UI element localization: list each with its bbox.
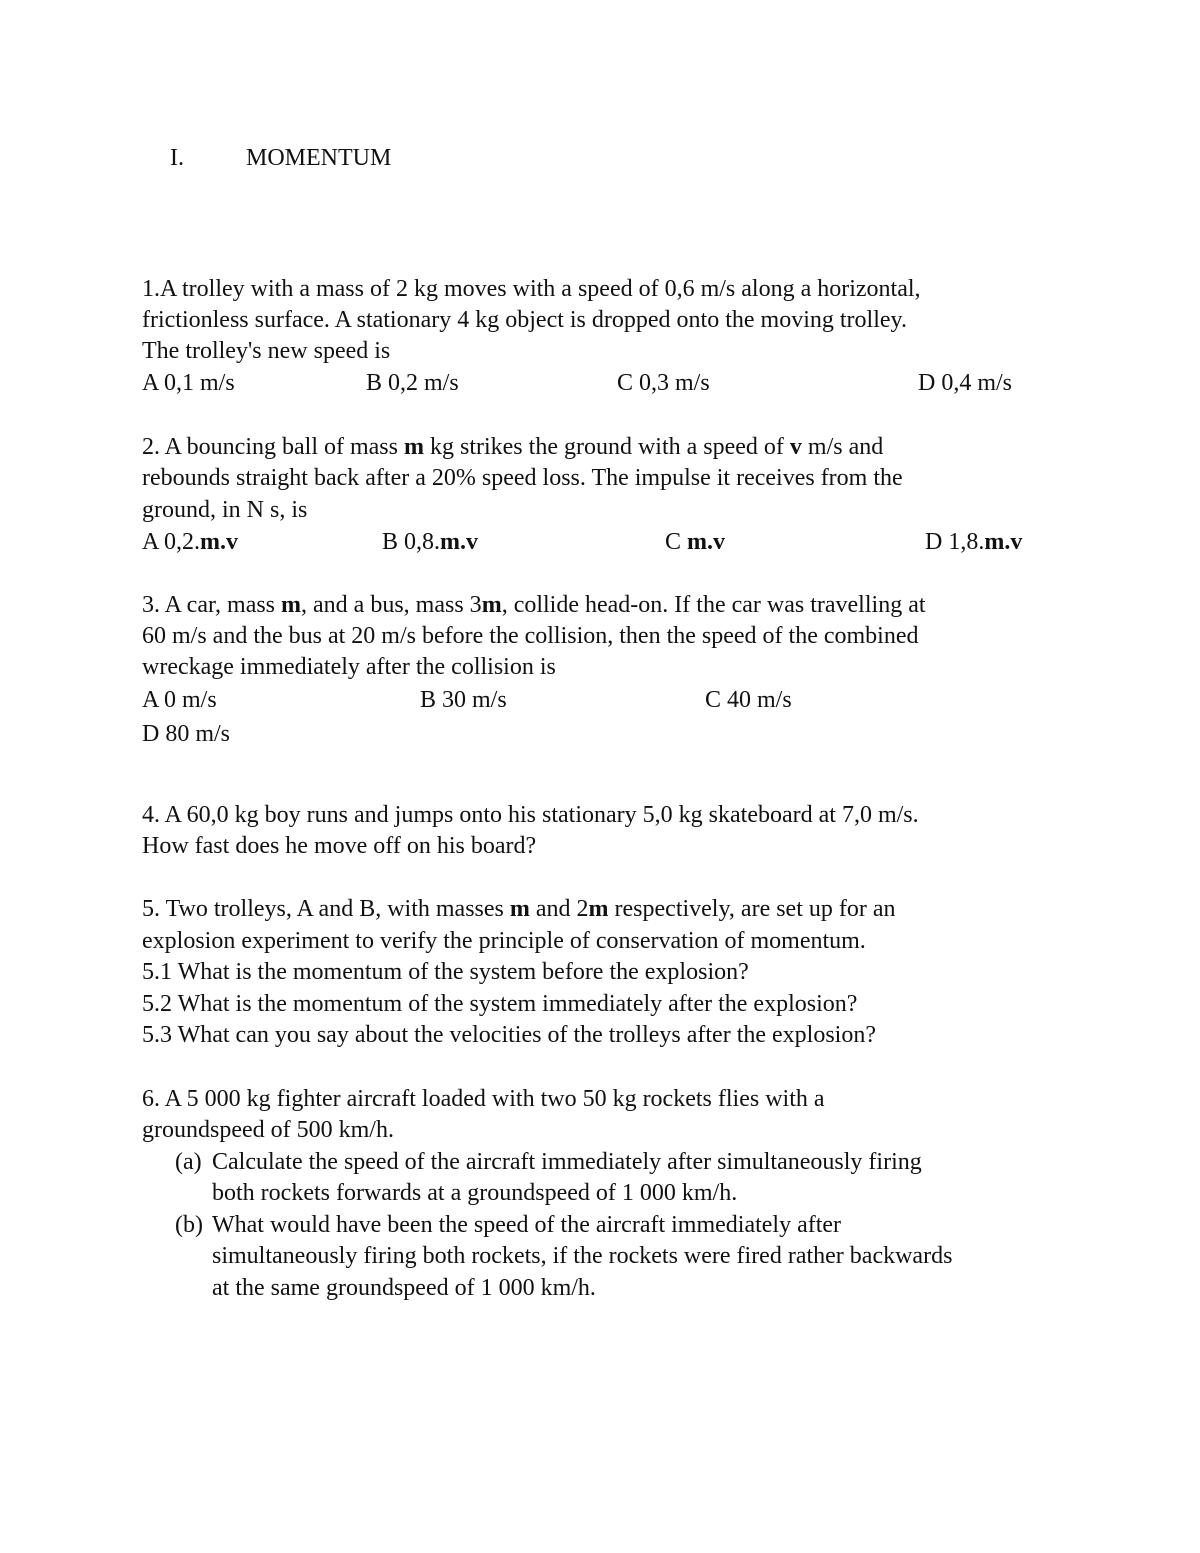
section-number: I.: [170, 145, 184, 171]
q6-part-b-label: (b): [175, 1212, 203, 1238]
q2-line-1: 2. A bouncing ball of mass m kg strikes the ground with a speed of v m/s and: [142, 434, 884, 460]
q6-part-b-line-2: simultaneously firing both rockets, if the rockets were fired rather backwards: [212, 1243, 953, 1269]
q5-sub-3: 5.3 What can you say about the velocities of the trolleys after the explosion?: [142, 1022, 877, 1048]
q3-option-d: D 80 m/s: [142, 721, 231, 747]
q2-option-d: D 1,8.m.v: [925, 529, 1023, 555]
q6-part-a-line-2: both rockets forwards at a groundspeed of 1 000 km/h.: [212, 1180, 738, 1206]
q6-line-1: 6. A 5 000 kg fighter aircraft loaded with two 50 kg rockets flies with a: [142, 1086, 825, 1112]
q1-line-3: The trolley's new speed is: [142, 338, 391, 364]
q2-option-b: B 0,8.m.v: [382, 529, 479, 555]
q6-part-a-label: (a): [175, 1149, 202, 1175]
q1-line-1: 1.A trolley with a mass of 2 kg moves with a speed of 0,6 m/s along a horizontal,: [142, 276, 921, 302]
q2-line-3: ground, in N s, is: [142, 497, 308, 523]
q5-line-2: explosion experiment to verify the principle of conservation of momentum.: [142, 928, 866, 954]
q3-option-b: B 30 m/s: [420, 687, 507, 713]
q5-sub-1: 5.1 What is the momentum of the system before the explosion?: [142, 959, 749, 985]
q4-line-2: How fast does he move off on his board?: [142, 833, 537, 859]
q3-line-3: wreckage immediately after the collision is: [142, 654, 556, 680]
q5-sub-2: 5.2 What is the momentum of the system immediately after the explosion?: [142, 991, 858, 1017]
q1-line-2: frictionless surface. A stationary 4 kg object is dropped onto the moving trolley.: [142, 307, 907, 333]
q2-option-c: C m.v: [665, 529, 726, 555]
q6-part-a-line-1: Calculate the speed of the aircraft immediately after simultaneously firing: [212, 1149, 922, 1175]
q2-line-2: rebounds straight back after a 20% speed loss. The impulse it receives from the: [142, 465, 903, 491]
q6-line-2: groundspeed of 500 km/h.: [142, 1117, 394, 1143]
q1-option-d: D 0,4 m/s: [918, 370, 1013, 396]
q1-option-b: B 0,2 m/s: [366, 370, 459, 396]
q4-line-1: 4. A 60,0 kg boy runs and jumps onto his stationary 5,0 kg skateboard at 7,0 m/s.: [142, 802, 919, 828]
q6-part-b-line-3: at the same groundspeed of 1 000 km/h.: [212, 1275, 596, 1301]
q3-option-c: C 40 m/s: [705, 687, 792, 713]
q1-option-c: C 0,3 m/s: [617, 370, 710, 396]
q3-option-a: A 0 m/s: [142, 687, 217, 713]
q5-line-1: 5. Two trolleys, A and B, with masses m and 2m respectively, are set up for an: [142, 896, 896, 922]
q3-line-1: 3. A car, mass m, and a bus, mass 3m, collide head-on. If the car was travelling at: [142, 592, 926, 618]
q6-part-b-line-1: What would have been the speed of the aircraft immediately after: [212, 1212, 842, 1238]
q3-line-2: 60 m/s and the bus at 20 m/s before the collision, then the speed of the combined: [142, 623, 919, 649]
q2-option-a: A 0,2.m.v: [142, 529, 239, 555]
section-title: MOMENTUM: [246, 145, 392, 171]
q1-option-a: A 0,1 m/s: [142, 370, 235, 396]
